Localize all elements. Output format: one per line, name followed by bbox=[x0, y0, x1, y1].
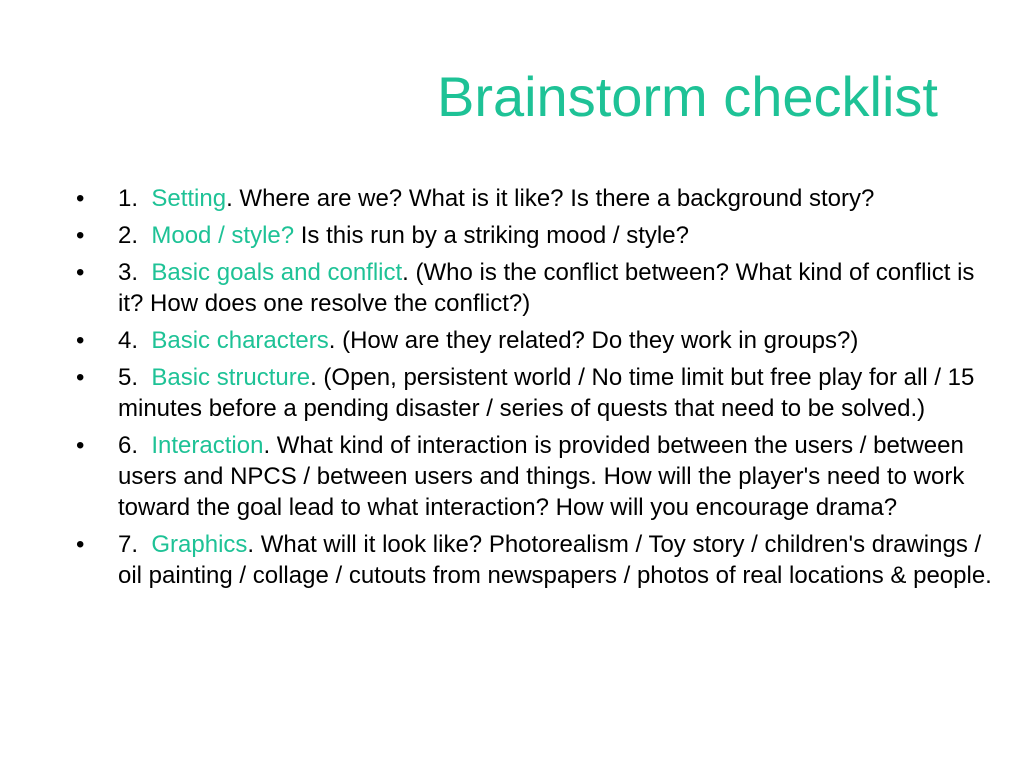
bullet-icon: • bbox=[76, 531, 85, 558]
item-text: . What kind of interaction is provided between the users / between users and NPCS / between users and things. How will the player's need to work toward the goal lead to what interaction? How will you encourage drama? bbox=[118, 432, 965, 521]
list-item bbox=[76, 362, 1006, 424]
bullet-icon: • bbox=[76, 432, 85, 459]
item-text: Is this run by a striking mood / style? bbox=[294, 222, 689, 249]
list-item bbox=[76, 529, 1006, 591]
item-text: . (Open, persistent world / No time limit but free play for all / 15 minutes before a pending disaster / series of quests that need to be solved.) bbox=[118, 364, 975, 422]
item-text: . Where are we? What is it like? Is there a background story? bbox=[226, 185, 875, 212]
item-number: 2. bbox=[118, 222, 139, 249]
slide-title: Brainstorm checklist bbox=[436, 65, 938, 128]
item-number: 3. bbox=[118, 259, 139, 286]
list-item bbox=[76, 220, 1006, 251]
item-highlight: Basic goals and conflict bbox=[151, 259, 403, 286]
item-highlight: Mood / style? bbox=[151, 222, 295, 249]
item-highlight: Setting bbox=[151, 185, 227, 212]
list-item bbox=[76, 430, 1006, 523]
item-number: 4. bbox=[118, 327, 139, 354]
item-highlight: Graphics bbox=[151, 531, 248, 558]
item-highlight: Basic structure bbox=[151, 364, 311, 391]
bullet-icon: • bbox=[76, 364, 85, 391]
item-highlight: Interaction bbox=[151, 432, 264, 459]
checklist bbox=[76, 183, 1006, 597]
bullet-icon: • bbox=[76, 259, 85, 286]
item-number: 5. bbox=[118, 364, 139, 391]
item-text: . What will it look like? Photorealism / Toy story / children's drawings / oil painting / collage / cutouts from newspapers / photos of real locations & people. bbox=[118, 531, 992, 589]
bullet-icon: • bbox=[76, 185, 85, 212]
item-number: 7. bbox=[118, 531, 139, 558]
item-highlight: Basic characters bbox=[151, 327, 329, 354]
list-item bbox=[76, 325, 1006, 356]
item-number: 6. bbox=[118, 432, 139, 459]
list-item bbox=[76, 183, 1006, 214]
bullet-icon: • bbox=[76, 327, 85, 354]
bullet-icon: • bbox=[76, 222, 85, 249]
item-text: . (How are they related? Do they work in groups?) bbox=[328, 327, 859, 354]
list-item bbox=[76, 257, 1006, 319]
item-number: 1. bbox=[118, 185, 139, 212]
item-text: . (Who is the conflict between? What kind of conflict is it? How does one resolve the conflict?) bbox=[118, 259, 975, 317]
